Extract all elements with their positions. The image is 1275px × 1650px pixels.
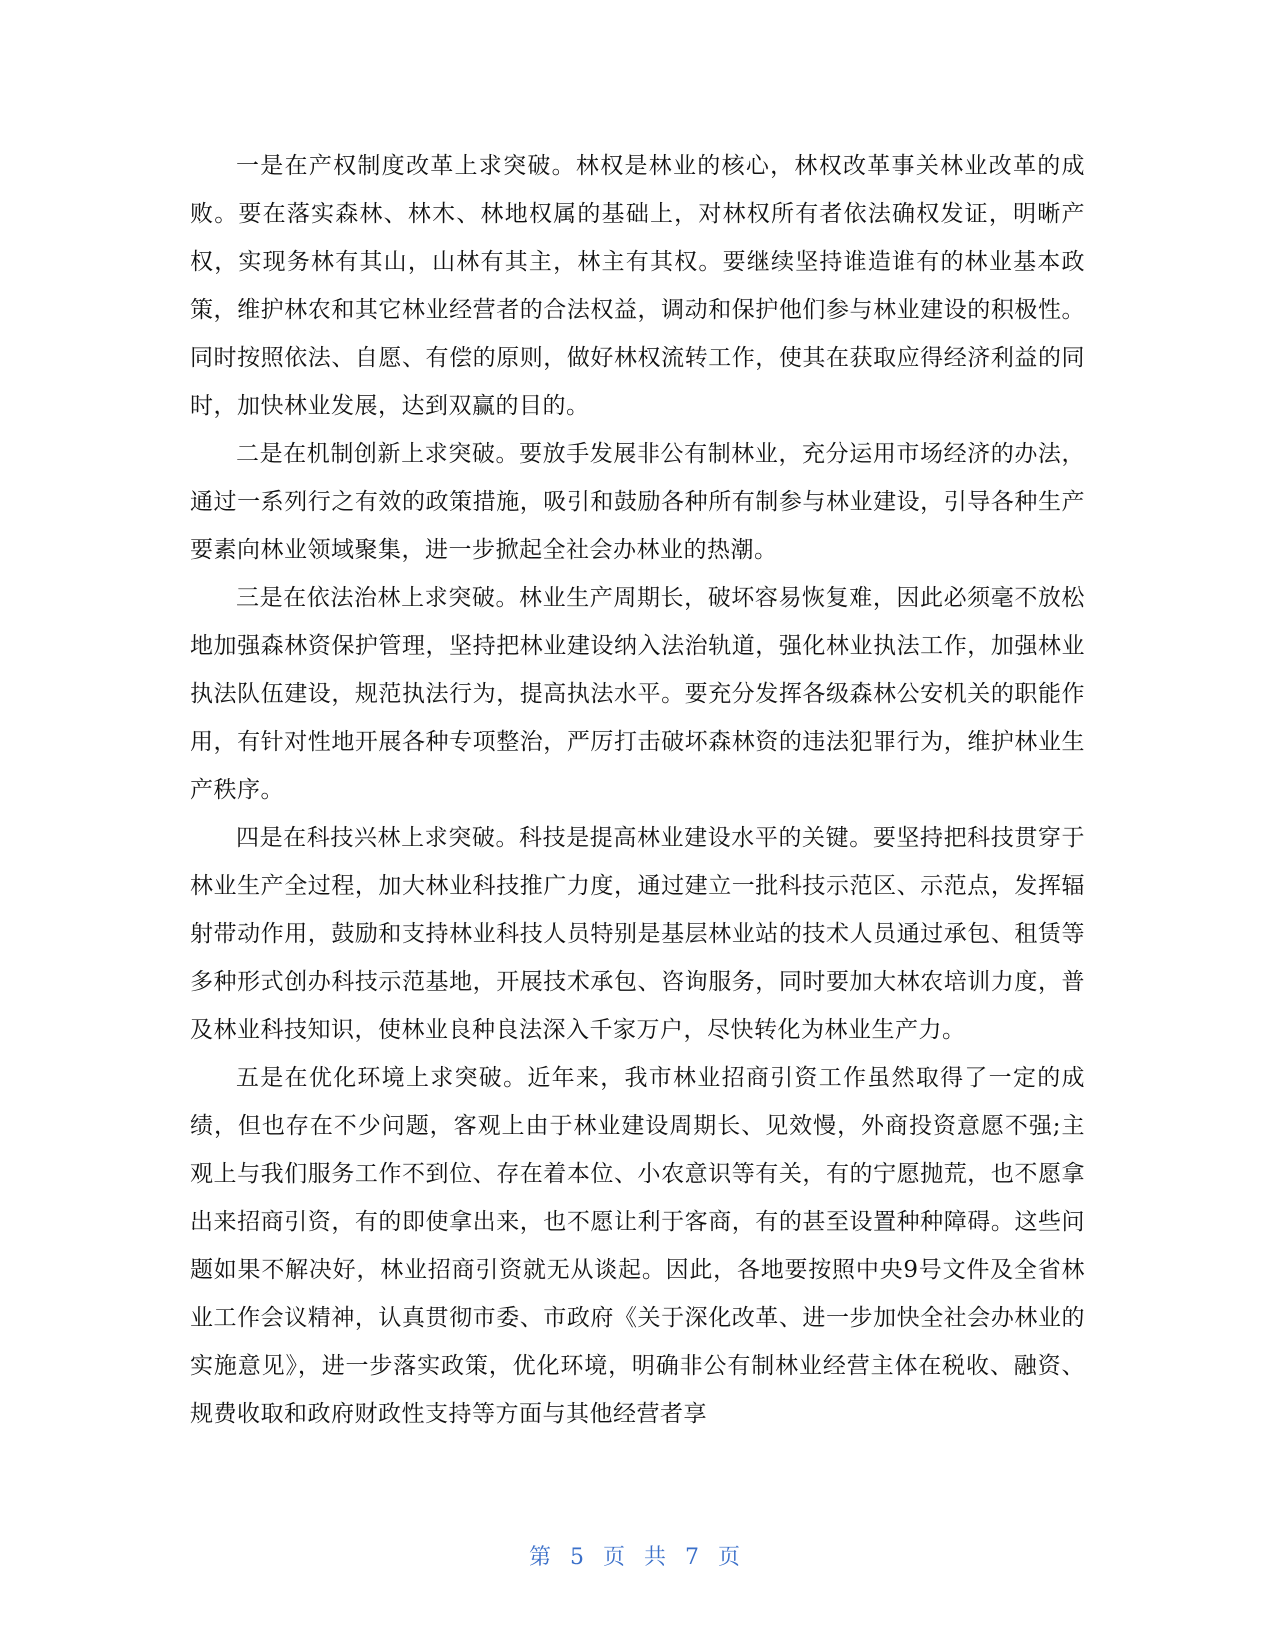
paragraph-1: 一是在产权制度改革上求突破。林权是林业的核心，林权改革事关林业改革的成败。要在落实森林、林木、林地权属的基础上，对林权所有者依法确权发证，明晰产权，实现务林有其山，山林有其主，林主有其权。要继续坚持谁造谁有的林业基本政策，维护林农和其它林业经营者的合法权益，调动和保护他们参与林业建设的积极性。同时按照依法、自愿、有偿的原则，做好林权流转工作，使其在获取应得经济利益的同时，加快林业发展，达到双赢的目的。: [190, 153, 1085, 419]
document-body: [190, 142, 1085, 1438]
paragraph-5: 五是在优化环境上求突破。近年来，我市林业招商引资工作虽然取得了一定的成绩，但也存在不少问题，客观上由于林业建设周期长、见效慢，外商投资意愿不强;主观上与我们服务工作不到位、存在着本位、小农意识等有关，有的宁愿抛荒，也不愿拿出来招商引资，有的即使拿出来，也不愿让利于客商，有的甚至设置种种障碍。这些问题如果不解决好，林业招商引资就无从谈起。因此，各地要按照中央9号文件及全省林业工作会议精神，认真贯彻市委、市政府《关于深化改革、进一步加快全社会办林业的实施意见》，进一步落实政策，优化环境，明确非公有制林业经营主体在税收、融资、规费收取和政府财政性支持等方面与其他经营者享: [190, 1065, 1085, 1427]
paragraph-4: 四是在科技兴林上求突破。科技是提高林业建设水平的关键。要坚持把科技贯穿于林业生产全过程，加大林业科技推广力度，通过建立一批科技示范区、示范点，发挥辐射带动作用，鼓励和支持林业科技人员特别是基层林业站的技术人员通过承包、租赁等多种形式创办科技示范基地，开展技术承包、咨询服务，同时要加大林农培训力度，普及林业科技知识，使林业良种良法深入千家万户，尽快转化为林业生产力。: [190, 825, 1085, 1043]
paragraph-2: 二是在机制创新上求突破。要放手发展非公有制林业，充分运用市场经济的办法，通过一系列行之有效的政策措施，吸引和鼓励各种所有制参与林业建设，引导各种生产要素向林业领域聚集，进一步掀起全社会办林业的热潮。: [190, 441, 1085, 563]
page-number-footer: 第 5 页 共 7 页: [529, 1545, 746, 1570]
paragraph-3: 三是在依法治林上求突破。林业生产周期长，破坏容易恢复难，因此必须毫不放松地加强森林资保护管理，坚持把林业建设纳入法治轨道，强化林业执法工作，加强林业执法队伍建设，规范执法行为，提高执法水平。要充分发挥各级森林公安机关的职能作用，有针对性地开展各种专项整治，严厉打击破坏森林资的违法犯罪行为，维护林业生产秩序。: [190, 585, 1085, 803]
